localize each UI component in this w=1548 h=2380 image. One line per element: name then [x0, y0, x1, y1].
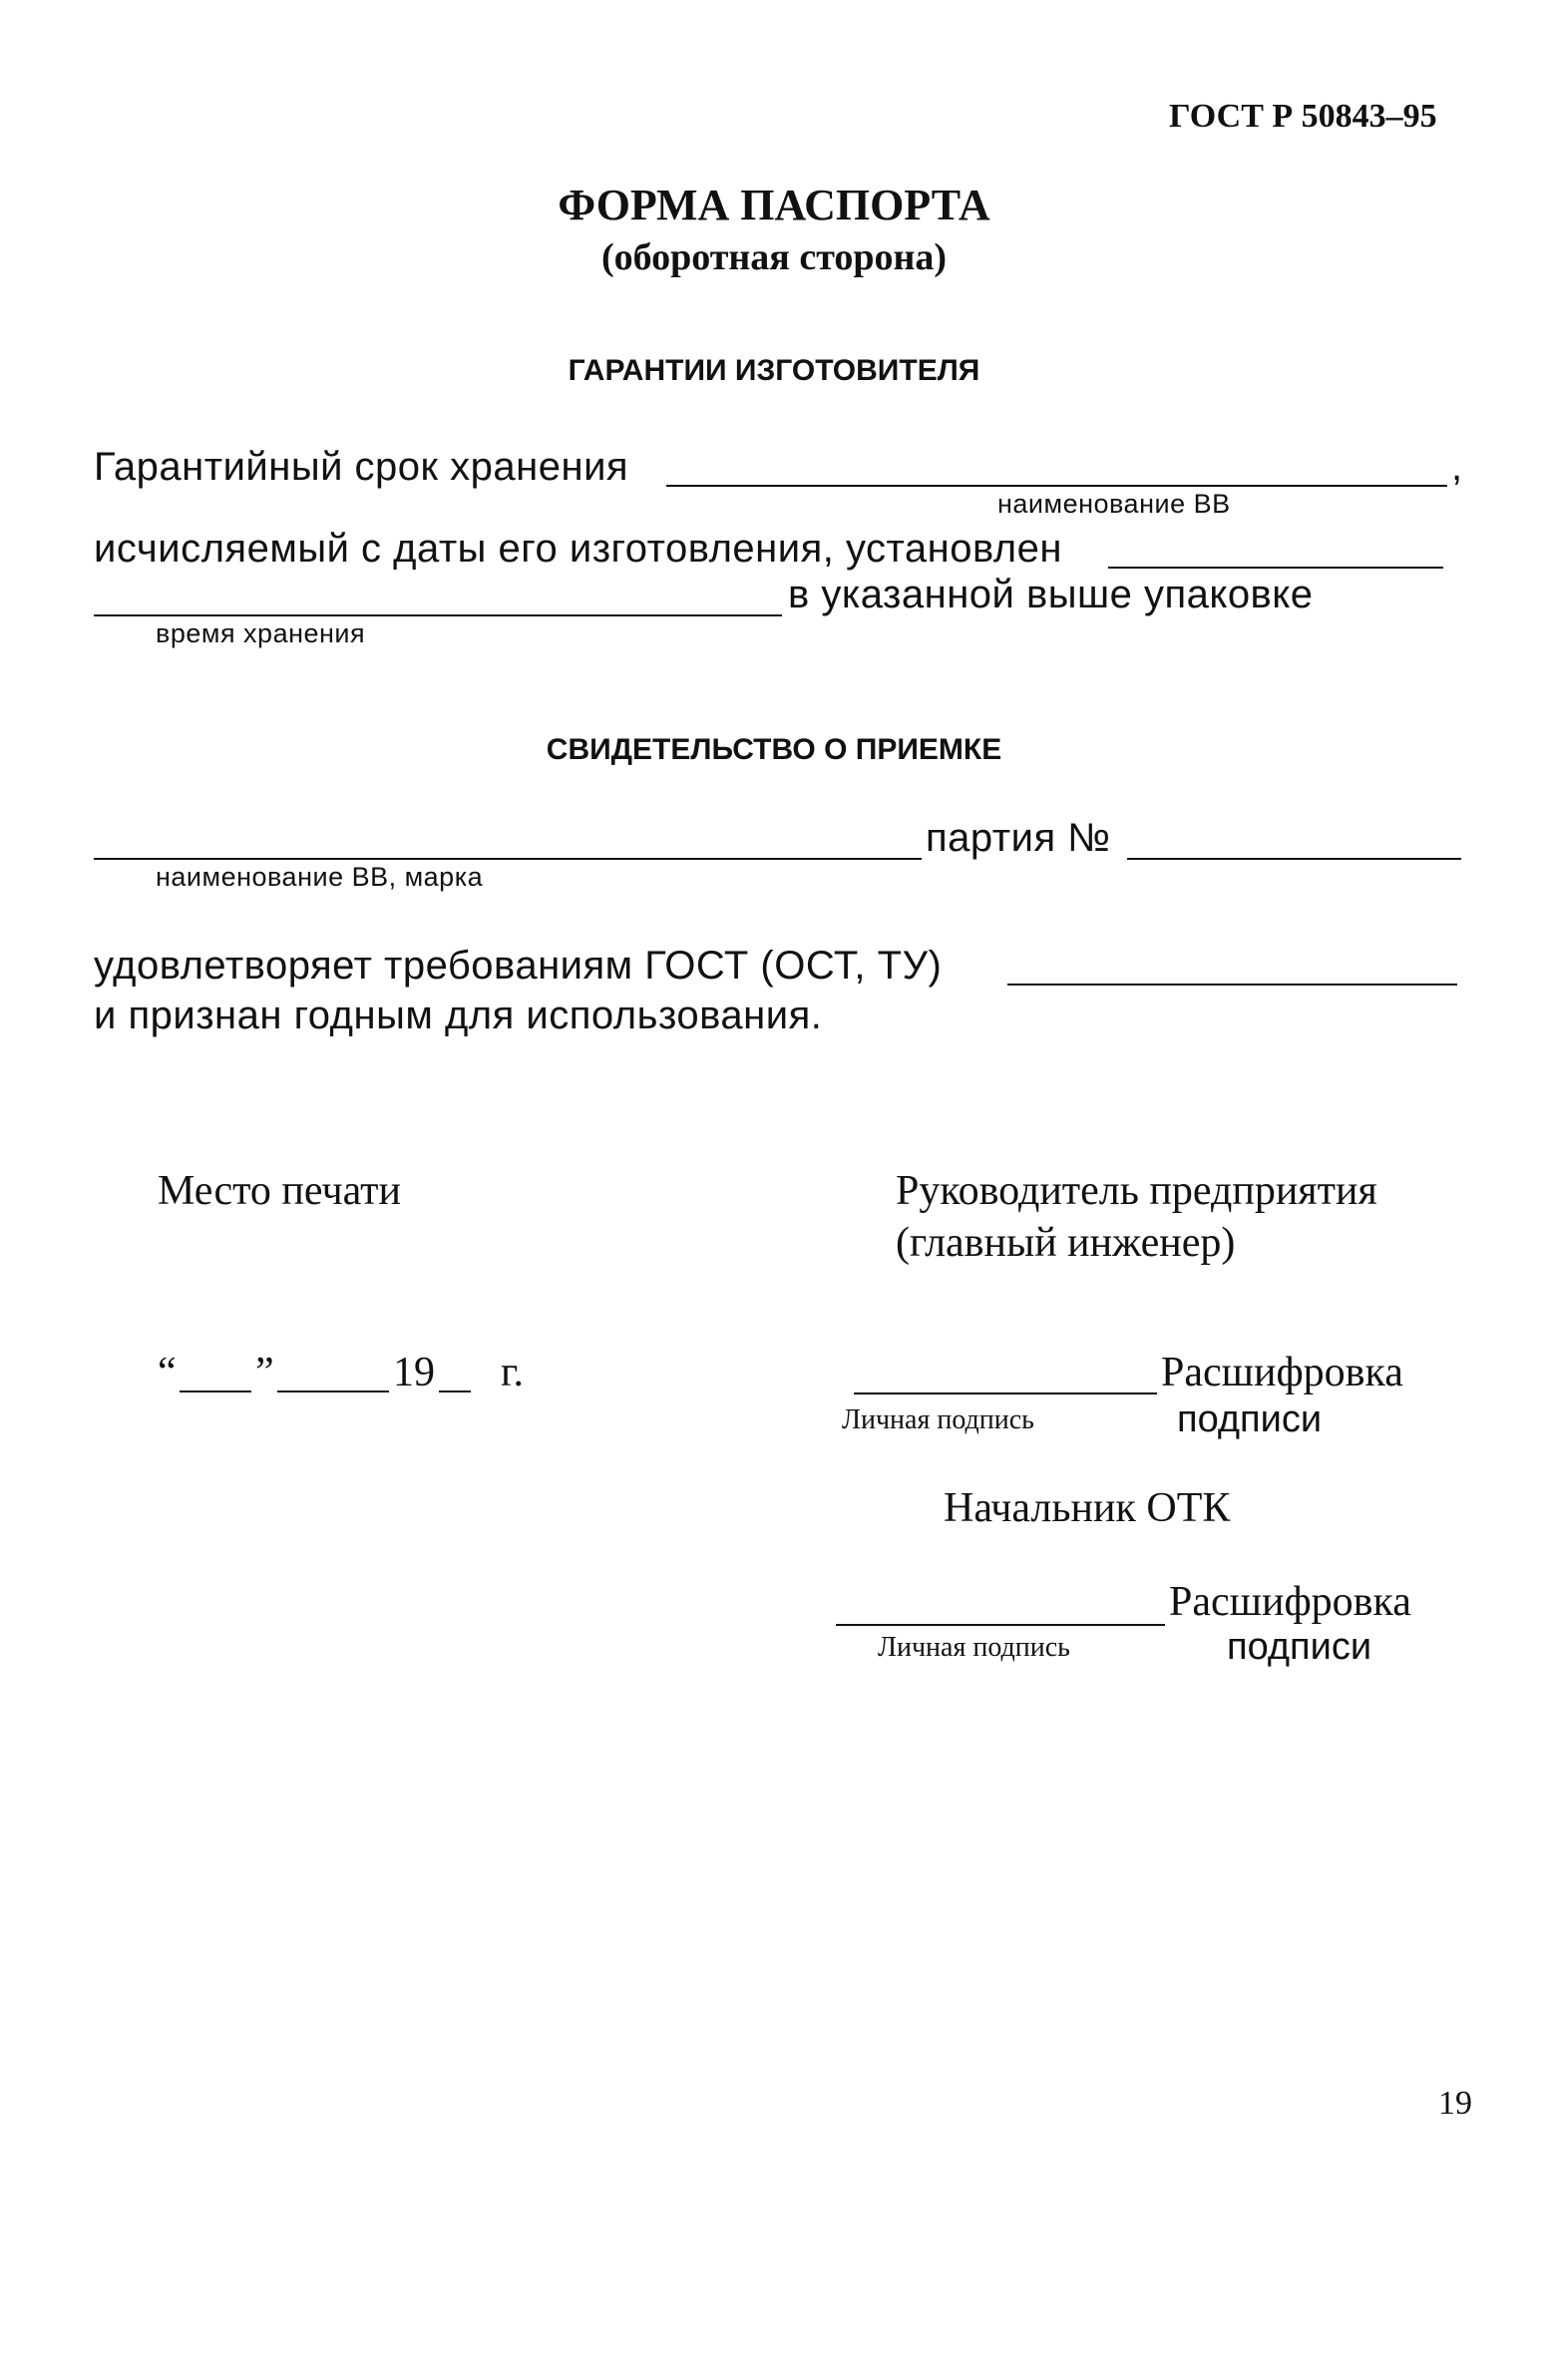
- explosive-grade-field[interactable]: [94, 858, 922, 860]
- page-number: 19: [1438, 2085, 1472, 2122]
- date-year-field[interactable]: [439, 1390, 471, 1392]
- guarantee-established-label: исчисляемый с даты его изготовления, установлен: [94, 527, 1062, 571]
- batch-number-field[interactable]: [1127, 858, 1461, 860]
- batch-label: партия №: [926, 816, 1111, 860]
- compliance-label: удовлетворяет требованиям ГОСТ (ОСТ, ТУ): [94, 944, 943, 988]
- fit-statement: и признан годным для использования.: [94, 993, 823, 1037]
- qc-head-title: Начальник ОТК: [944, 1485, 1231, 1531]
- date-close-quote: ”: [255, 1350, 274, 1395]
- acceptance-heading: СВИДЕТЕЛЬСТВО О ПРИЕМКЕ: [546, 733, 1002, 766]
- head-title-line2: (главный инженер): [896, 1220, 1236, 1266]
- form-subtitle: (оборотная сторона): [600, 236, 948, 278]
- stamp-place-label: Место печати: [158, 1168, 402, 1214]
- standard-number: ГОСТ Р 50843–95: [1169, 98, 1437, 135]
- head-decoding-label: Расшифровка: [1161, 1350, 1403, 1395]
- explosive-name-caption: наименование ВВ: [997, 489, 1231, 519]
- storage-time-caption: время хранения: [156, 618, 366, 648]
- date-year-prefix: 19: [393, 1350, 435, 1395]
- form-title: ФОРМА ПАСПОРТА: [558, 181, 990, 229]
- guarantee-heading: ГАРАНТИИ ИЗГОТОВИТЕЛЯ: [568, 354, 980, 387]
- date-year-suffix: г.: [501, 1350, 524, 1395]
- date-open-quote: “: [158, 1350, 177, 1395]
- qc-signature-field[interactable]: [836, 1624, 1165, 1626]
- head-signature-field[interactable]: [854, 1392, 1157, 1394]
- head-signature-word: подписи: [1177, 1398, 1323, 1440]
- standard-reference-field[interactable]: [1007, 984, 1457, 986]
- qc-personal-signature-caption: Личная подпись: [878, 1632, 1070, 1663]
- storage-time-field[interactable]: [94, 614, 782, 616]
- head-title-line1: Руководитель предприятия: [896, 1168, 1377, 1214]
- packaging-label: в указанной выше упаковке: [788, 573, 1314, 616]
- guarantee-storage-label: Гарантийный срок хранения: [94, 445, 629, 489]
- established-field[interactable]: [1108, 567, 1443, 569]
- head-personal-signature-caption: Личная подпись: [842, 1404, 1034, 1435]
- date-month-field[interactable]: [277, 1390, 389, 1392]
- explosive-grade-caption: наименование ВВ, марка: [156, 862, 484, 892]
- comma: ,: [1451, 445, 1463, 489]
- qc-signature-word: подписи: [1227, 1626, 1372, 1668]
- qc-decoding-label: Расшифровка: [1169, 1579, 1411, 1625]
- date-day-field[interactable]: [180, 1390, 251, 1392]
- explosive-name-field[interactable]: [666, 485, 1447, 487]
